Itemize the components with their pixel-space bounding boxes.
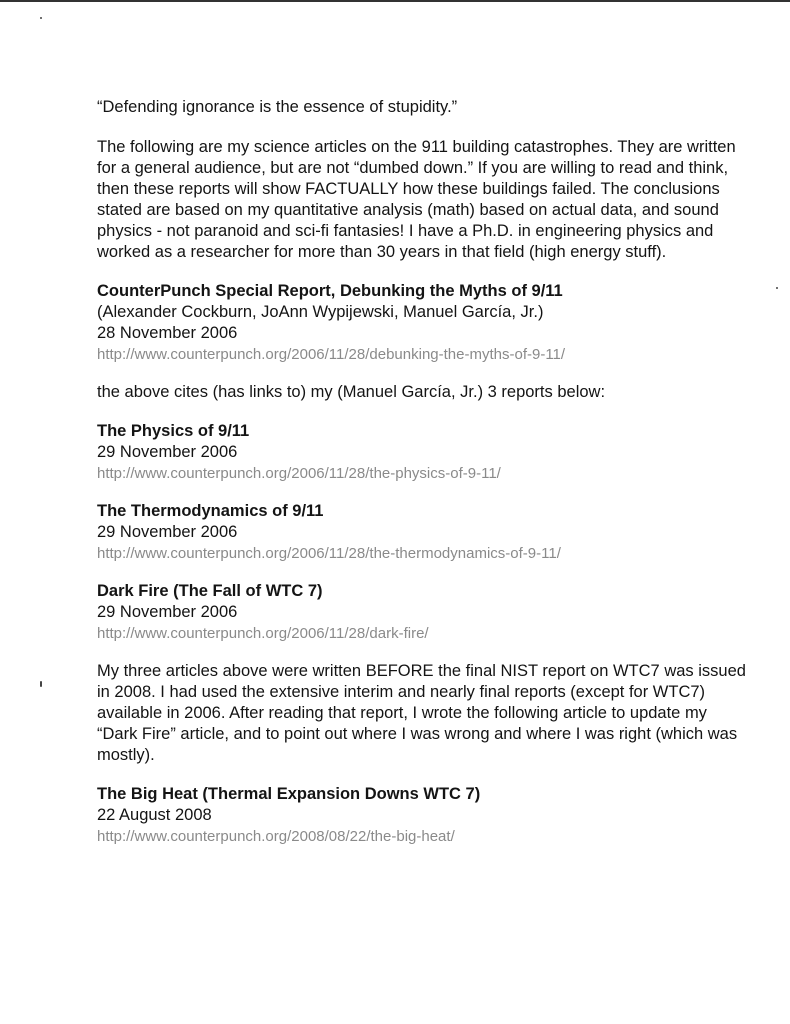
report-entry bbox=[97, 421, 747, 484]
big-heat-date: 22 August 2008 bbox=[97, 806, 212, 824]
cites-note: the above cites (has links to) my (Manuel García, Jr.) 3 reports below: bbox=[97, 383, 606, 401]
report-date: 29 November 2006 bbox=[97, 603, 238, 621]
opening-quote: “Defending ignorance is the essence of stupidity.” bbox=[97, 98, 458, 116]
report-entry bbox=[97, 581, 747, 644]
report-date: 29 November 2006 bbox=[97, 523, 238, 541]
report-url: http://www.counterpunch.org/2006/11/28/dark-fire/ bbox=[97, 625, 429, 642]
report-url: http://www.counterpunch.org/2006/11/28/the-physics-of-9-11/ bbox=[97, 465, 501, 482]
special-report-date: 28 November 2006 bbox=[97, 324, 238, 342]
big-heat-entry bbox=[97, 784, 747, 847]
intro-paragraph: The following are my science articles on the 911 building catastrophes. They are written for a general audience, but are not “dumbed down.” If you are willing to read and think, then these reports will show FACTUALLY how these buildings failed. The conclusions stated are based on my quantitative analysis (math) based on actual data, and sound physics - not paranoid and sci-fi fantasies! I have a Ph.D. in engineering physics and worked as a researcher for more than 30 years in that field (high energy stuff). bbox=[97, 138, 736, 261]
special-report-url: http://www.counterpunch.org/2006/11/28/debunking-the-myths-of-9-11/ bbox=[97, 346, 566, 363]
scan-border-top bbox=[0, 0, 790, 2]
report-url: http://www.counterpunch.org/2006/11/28/the-thermodynamics-of-9-11/ bbox=[97, 545, 561, 562]
big-heat-url: http://www.counterpunch.org/2008/08/22/the-big-heat/ bbox=[97, 828, 455, 845]
big-heat-title: The Big Heat (Thermal Expansion Downs WTC 7) bbox=[97, 785, 481, 803]
special-report-entry bbox=[97, 281, 747, 365]
document-body bbox=[97, 97, 747, 864]
scan-speck bbox=[40, 17, 42, 19]
special-report-title: CounterPunch Special Report, Debunking the Myths of 9/11 bbox=[97, 282, 563, 300]
report-title: The Physics of 9/11 bbox=[97, 422, 250, 440]
special-report-authors: (Alexander Cockburn, JoAnn Wypijewski, Manuel García, Jr.) bbox=[97, 303, 544, 321]
report-title: Dark Fire (The Fall of WTC 7) bbox=[97, 582, 323, 600]
update-paragraph: My three articles above were written BEFORE the final NIST report on WTC7 was issued in 2008. I had used the extensive interim and nearly final reports (except for WTC7) available in 2006. After reading that report, I wrote the following article to update my “Dark Fire” article, and to point out where I was wrong and where I was right (which was mostly). bbox=[97, 662, 746, 764]
report-title: The Thermodynamics of 9/11 bbox=[97, 502, 324, 520]
scan-speck bbox=[776, 287, 778, 289]
report-entry bbox=[97, 501, 747, 564]
scan-speck bbox=[40, 681, 42, 687]
report-date: 29 November 2006 bbox=[97, 443, 238, 461]
